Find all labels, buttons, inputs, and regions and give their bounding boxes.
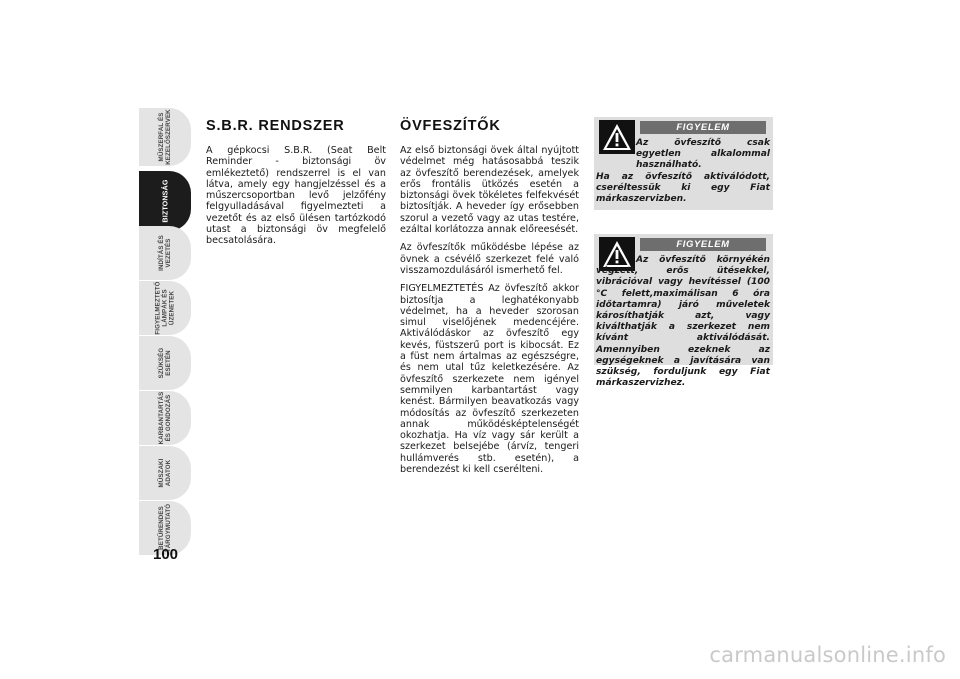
ovfeszitok-paragraph-2: Az övfeszítők működésbe lépése az övnek a csévélő szerkezet felé való visszamozdulásáról ismerhető fel. — [400, 242, 579, 276]
warning-header: FIGYELEM — [640, 238, 766, 251]
warning-text-rest: Ha az övfeszítő aktiválódott, cseréltessük ki egy Fiat márkaszervizben. — [596, 171, 770, 205]
side-tab-label: INDÍTÁS ÉS VEZETÉS — [158, 235, 172, 271]
watermark: carmanualsonline.info — [709, 643, 946, 667]
side-tab-2[interactable] — [139, 171, 191, 231]
sbr-section-body — [206, 145, 386, 254]
side-tab-6[interactable] — [139, 391, 191, 445]
warning-header: FIGYELEM — [640, 121, 766, 134]
side-tab-3[interactable] — [139, 226, 191, 280]
side-tab-label: BIZTONSÁG — [160, 179, 170, 223]
ovfeszitok-paragraph-1: Az első biztonsági övek által nyújtott védelmet még hatásosabbá teszik az övfeszítő berendezések, amelyek erős frontális ütközés esetén a biztonsági övek tökéletes felfekvését biztosítják. A heveder így erősebben szorul a vezető vagy az utas testére, ezáltal korlátozza annak előreesését. — [400, 145, 579, 236]
warning-box-1 — [594, 117, 773, 210]
ovfeszitok-paragraph-3: FIGYELMEZTETÉS Az övfeszítő akkor biztosítja a leghatékonyabb védelmet, ha a heveder szorosan simul viselőjének medencéjére. Aktiválódáskor az övfeszítő egy kevés, füstszerű port is kibocsát. Ez a füst nem ártalmas az egészségre, és nem utal tűz keletkezésére. Az övfeszítő szerkezete nem igényel semmilyen karbantartást vagy kenést. Bármilyen beavatkozás vagy módosítás az övfeszítő szerkezeten annak működésképtelenségét okozhatja. Ha víz vagy sár került a szerkezet belsejébe (árvíz, tengeri hullámverés stb. esetén), a berendezést ki kell cserélteni. — [400, 283, 579, 476]
side-tab-7[interactable] — [139, 446, 191, 500]
side-tab-label: FIGYELMEZTETŐ LÁMPÁK ÉS ÜZENETEK — [154, 281, 176, 335]
side-tab-label: KARBANTARTÁS ÉS GONDOZÁS — [158, 391, 172, 445]
warning-box-2 — [594, 234, 773, 389]
side-tab-label: BETŰRENDES TÁRGYMUTATÓ — [158, 503, 172, 553]
page-number: 100 — [153, 546, 179, 563]
side-tab-label: SZÜKSÉG ESETÉN — [158, 347, 172, 379]
side-tab-4[interactable] — [139, 281, 191, 335]
ovfeszitok-section-body — [400, 145, 579, 482]
side-tab-label: MŰSZAKI ADATOK — [158, 458, 172, 488]
ovfeszitok-section-title: ÖVFESZÍTŐK — [400, 118, 501, 134]
sbr-paragraph: A gépkocsi S.B.R. (Seat Belt Reminder - biztonsági öv emlékeztető) rendszerrel is el van látva, amely egy hangjelzéssel és a műszercsoportban levő jelzőfény felgyulladásával figyelmezteti a vezetőt és az első ülésen tartózkodó utast a biztonsági öv megfelelő becsatolására. — [206, 145, 386, 247]
side-tab-1[interactable] — [139, 108, 191, 166]
sbr-section-title: S.B.R. RENDSZER — [206, 118, 345, 134]
warning-text — [596, 255, 770, 389]
warning-text — [596, 138, 770, 205]
warning-text-first: Az övfeszítő környékén végzett, erős ütésekkel, vibrációval vagy hevítéssel (100 °C felett,maximálisan 6 óra időtartamra) járó műveletek károsíthatják azt, vagy kiválthatják a szerkezet nem kívánt aktiválódását. Amennyiben ezeknek az egységeknek a javítására van szükség, forduljunk egy Fiat márkaszervizhez. — [596, 255, 770, 389]
side-tab-label: MŰSZERFAL ÉS KEZELŐSZERVEK — [158, 109, 172, 165]
warning-text-first: Az övfeszítő csak egyetlen alkalommal használható. — [636, 138, 770, 171]
side-tab-5[interactable] — [139, 336, 191, 390]
